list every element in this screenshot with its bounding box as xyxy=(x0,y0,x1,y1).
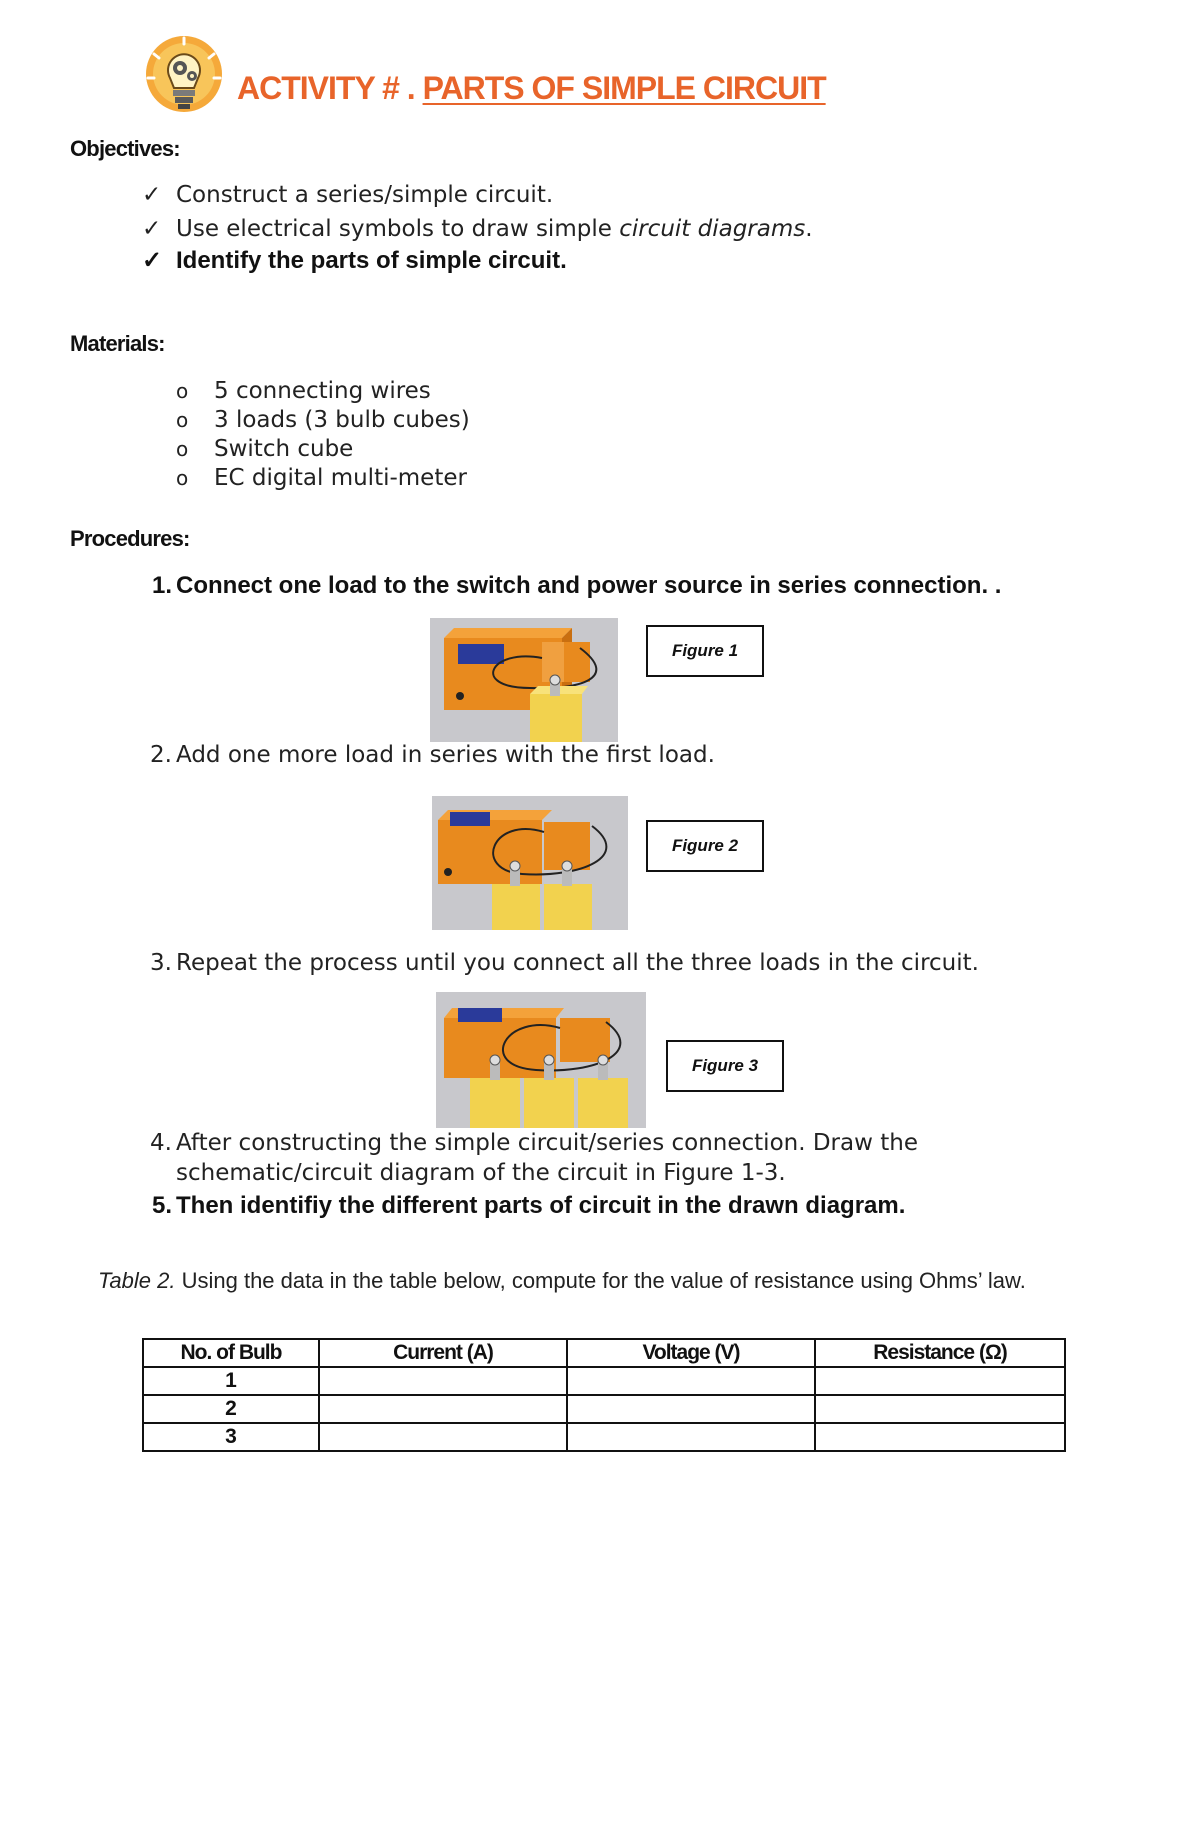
page-title xyxy=(237,70,826,107)
procedure-step: 1. Connect one load to the switch and power source in series connection. . xyxy=(151,572,1002,599)
materials-heading: Materials: xyxy=(70,331,165,356)
procedure-step: 5. Then identifiy the different parts of circuit in the drawn diagram. xyxy=(151,1192,906,1219)
resistance-table xyxy=(142,1338,1066,1452)
material-item: o 5 connecting wires xyxy=(176,378,431,404)
column-header: No. of Bulb xyxy=(143,1339,319,1367)
procedure-step: 4. After constructing the simple circuit/series connection. Draw the xyxy=(150,1130,918,1156)
procedure-step-continuation: schematic/circuit diagram of the circuit in Figure 1-3. xyxy=(176,1160,786,1186)
title-prefix: ACTIVITY # . xyxy=(237,70,415,106)
column-header: Resistance (Ω) xyxy=(815,1339,1065,1367)
check-icon: ✓ xyxy=(142,182,162,208)
objective-item: ✓ Construct a series/simple circuit. xyxy=(142,182,554,208)
bullet-icon: o xyxy=(176,379,189,403)
table-cell[interactable] xyxy=(815,1367,1065,1395)
column-header: Voltage (V) xyxy=(567,1339,815,1367)
objective-item: ✓ Identify the parts of simple circuit. xyxy=(142,247,567,274)
material-item: o Switch cube xyxy=(176,436,354,462)
table-row xyxy=(143,1395,1065,1423)
bullet-icon: o xyxy=(176,466,189,490)
figure-1-label: Figure 1 xyxy=(646,625,764,677)
procedure-step: 3. Repeat the process until you connect all the three loads in the circuit. xyxy=(150,950,979,976)
table-cell[interactable] xyxy=(815,1423,1065,1451)
title-main: PARTS OF SIMPLE CIRCUIT xyxy=(422,70,826,106)
figure-1-image xyxy=(430,618,618,742)
material-item: o EC digital multi-meter xyxy=(176,465,467,491)
check-icon: ✓ xyxy=(142,216,162,242)
bullet-icon: o xyxy=(176,437,189,461)
procedure-step: 2. Add one more load in series with the first load. xyxy=(150,742,715,768)
bullet-icon: o xyxy=(176,408,189,432)
table-header-row xyxy=(143,1339,1065,1367)
material-item: o 3 loads (3 bulb cubes) xyxy=(176,407,470,433)
figure-3-image xyxy=(436,992,646,1128)
table-cell: 2 xyxy=(143,1395,319,1423)
lightbulb-gear-icon xyxy=(142,34,226,130)
table-cell[interactable] xyxy=(815,1395,1065,1423)
table-cell[interactable] xyxy=(319,1367,567,1395)
table-cell: 1 xyxy=(143,1367,319,1395)
table-cell[interactable] xyxy=(319,1395,567,1423)
table-cell[interactable] xyxy=(567,1423,815,1451)
table-caption: Table 2. Using the data in the table below, compute for the value of resistance using Ohms’ law. xyxy=(98,1268,1026,1293)
table-cell[interactable] xyxy=(319,1423,567,1451)
table-row xyxy=(143,1367,1065,1395)
check-icon: ✓ xyxy=(142,247,163,274)
objective-item: ✓ Use electrical symbols to draw simple circuit diagrams. xyxy=(142,216,813,242)
table-row xyxy=(143,1423,1065,1451)
procedures-heading: Procedures: xyxy=(70,526,190,551)
figure-2-label: Figure 2 xyxy=(646,820,764,872)
table-cell[interactable] xyxy=(567,1395,815,1423)
column-header: Current (A) xyxy=(319,1339,567,1367)
table-caption-label: Table 2. xyxy=(98,1268,176,1293)
objectives-heading: Objectives: xyxy=(70,136,180,161)
table-cell: 3 xyxy=(143,1423,319,1451)
figure-2-image xyxy=(432,796,628,930)
table-cell[interactable] xyxy=(567,1367,815,1395)
figure-3-label: Figure 3 xyxy=(666,1040,784,1092)
